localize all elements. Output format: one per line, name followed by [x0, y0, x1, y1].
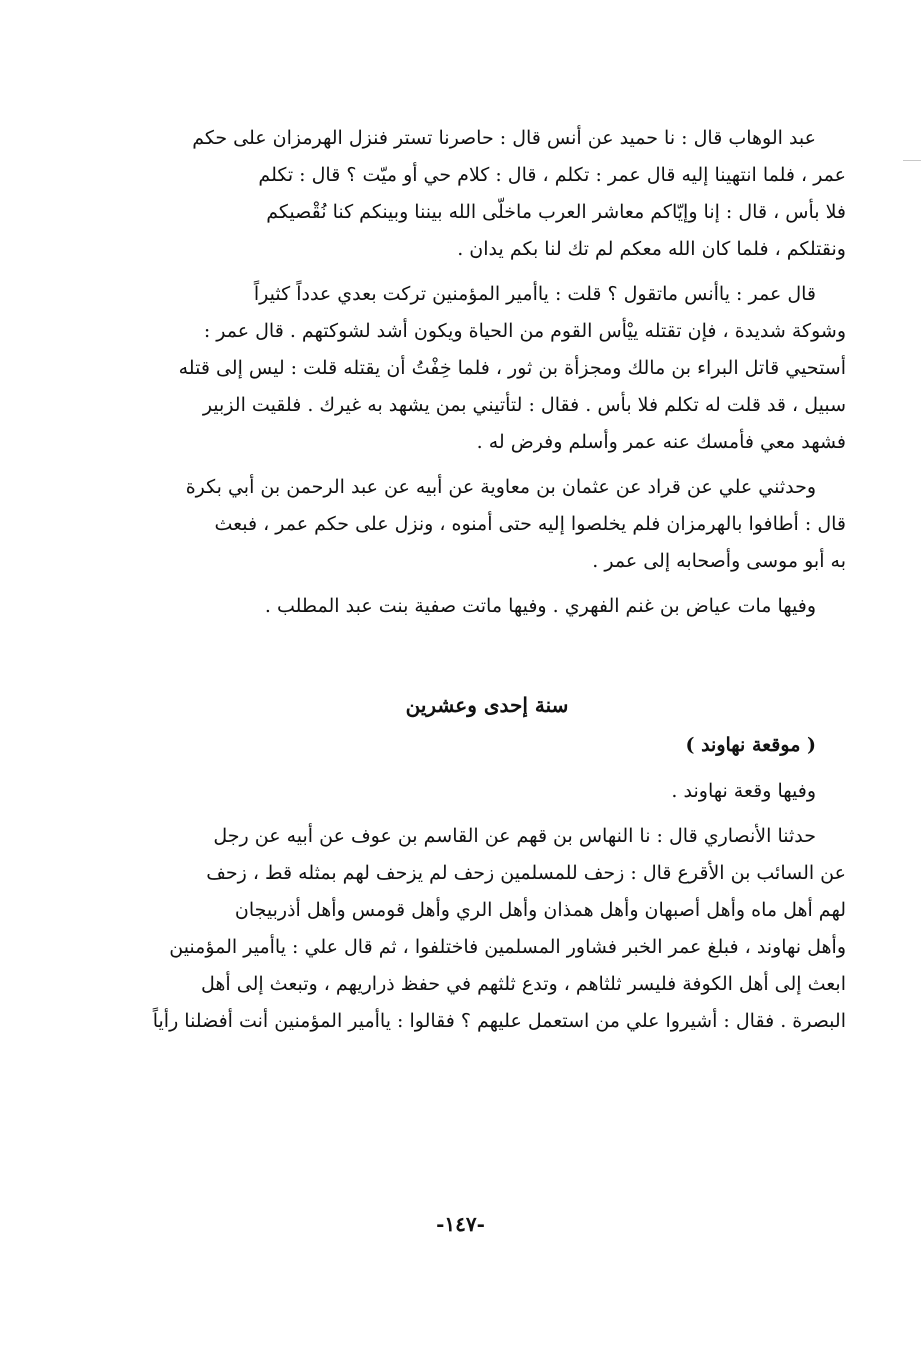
text-line: أستحيي قاتل البراء بن مالك ومجزأة بن ثور ، فلما خِفْتُ أن يقتله قلت : ليس إلى قتله — [178, 357, 846, 379]
text-line: سبيل ، قد قلت له تكلم فلا بأس . فقال : لتأتيني بمن يشهد به غيرك . فلقيت الزبير — [202, 394, 846, 416]
text-line: فلا بأس ، قال : إنا وإيّاكم معاشر العرب ماخلّى الله بيننا وبينكم كنا نُقْصيكم — [266, 201, 846, 223]
paragraph-2 — [128, 276, 846, 461]
spacer — [128, 625, 846, 685]
text-line: قال عمر : ياأنس ماتقول ؟ قلت : ياأمير المؤمنين تركت بعدي عدداً كثيراً — [253, 283, 816, 305]
paragraph-1 — [128, 120, 846, 268]
text-line: ابعث إلى أهل الكوفة فليسر ثلثاهم ، وتدع ثلثهم في حفظ ذراريهم ، وتبعث إلى أهل — [201, 973, 846, 995]
margin-mark — [903, 160, 921, 161]
text-line: البصرة . فقال : أشيروا علي من استعمل عليهم ؟ فقالوا : ياأمير المؤمنين أنت أفضلنا رأياً — [152, 1010, 846, 1032]
paragraph-4 — [128, 588, 846, 625]
spacer — [128, 765, 846, 773]
text-line: عبد الوهاب قال : نا حميد عن أنس قال : حاصرنا تستر فنزل الهرمزان على حكم — [192, 127, 816, 149]
spacer — [128, 461, 846, 469]
text-line: وحدثني علي عن قراد عن عثمان بن معاوية عن أبيه عن عبد الرحمن بن أبي بكرة — [185, 476, 816, 498]
text-line: وشوكة شديدة ، فإن تقتله ييْأس القوم من الحياة ويكون أشد لشوكتهم . قال عمر : — [203, 320, 846, 342]
section-subheading: ( موقعة نهاوند ) — [685, 734, 816, 756]
spacer — [128, 810, 846, 818]
page-number: -١٤٧- — [436, 1212, 485, 1236]
section-heading: سنة إحدى وعشرين — [405, 693, 569, 717]
spacer — [128, 268, 846, 276]
text-line: وأهل نهاوند ، فبلغ عمر الخبر فشاور المسلمين فاختلفوا ، ثم قال علي : ياأمير المؤمنين — [169, 936, 846, 958]
text-line: حدثنا الأنصاري قال : نا النهاس بن قهم عن القاسم بن عوف عن أبيه عن رجل — [213, 825, 816, 847]
section-intro — [128, 773, 846, 810]
section-paragraph — [128, 818, 846, 1040]
text-line: وفيها مات عياض بن غنم الفهري . وفيها ماتت صفية بنت عبد المطلب . — [264, 595, 816, 617]
spacer — [128, 580, 846, 588]
text-line: ونقتلكم ، فلما كان الله معكم لم تك لنا بكم يدان . — [457, 238, 846, 260]
text-line: لهم أهل ماه وأهل أصبهان وأهل همذان وأهل الري وأهل قومس وأهل أذربيجان — [234, 899, 846, 921]
text-line: عمر ، فلما انتهينا إليه قال عمر : تكلم ، قال : كلام حي أو ميّت ؟ قال : تكلم — [258, 164, 846, 186]
text-line: عن السائب بن الأقرع قال : زحف للمسلمين زحف لم يزحف لهم بمثله قط ، زحف — [206, 862, 846, 884]
text-line: قال : أطافوا بالهرمزان فلم يخلصوا إليه حتى أمنوه ، ونزل على حكم عمر ، فبعث — [214, 513, 846, 535]
paragraph-3 — [128, 469, 846, 580]
text-line: وفيها وقعة نهاوند . — [671, 780, 816, 802]
text-line: فشهد معي فأمسك عنه عمر وأسلم وفرض له . — [476, 431, 846, 453]
text-line: به أبو موسى وأصحابه إلى عمر . — [592, 550, 846, 572]
page-body — [128, 120, 846, 1040]
